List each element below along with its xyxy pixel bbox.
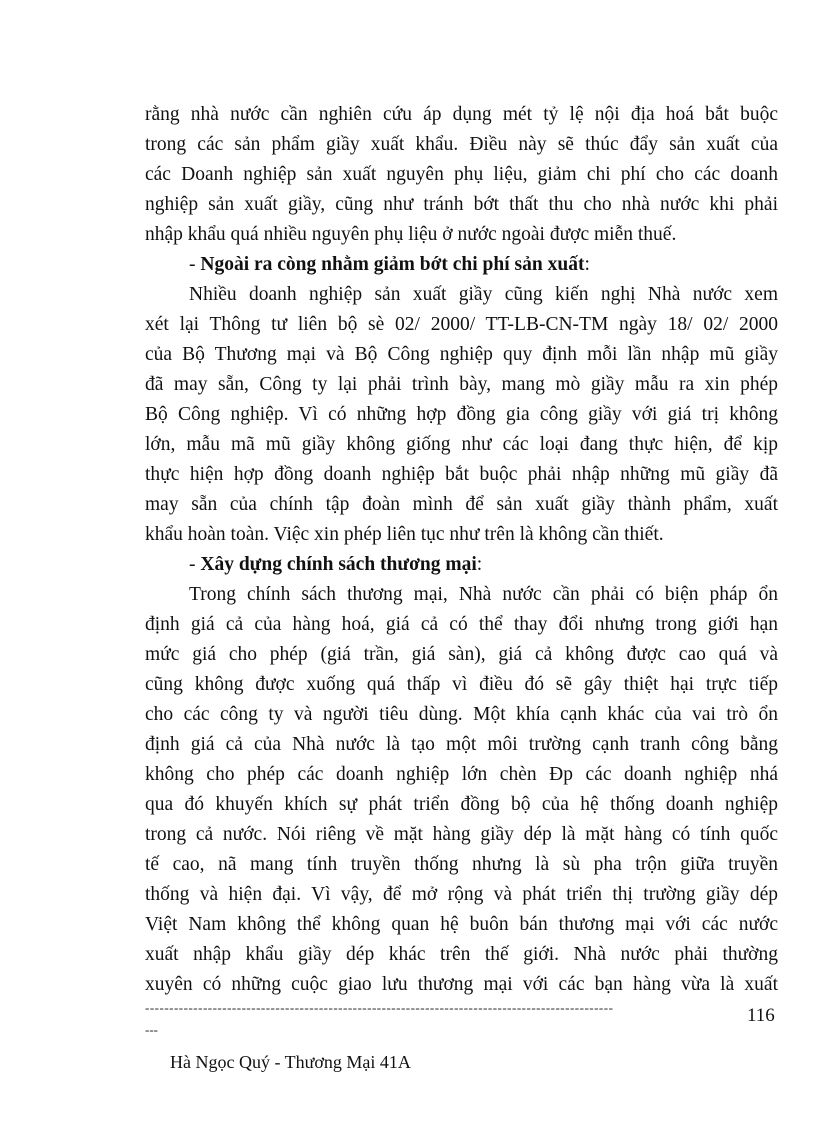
body-line: cho các công ty và người tiêu dùng. Một khía cạnh khác của vai trò ổn [145,704,778,725]
heading-bold-text: Xây dựng chính sách thương mại [200,554,477,575]
body-line: đã may sẵn, Công ty lại phải trình bày, mang mò giầy mẫu ra xin phép [145,374,778,395]
body-line: thực hiện hợp đồng doanh nghiệp bắt buộc phải nhập những mũ giầy đã [145,464,778,485]
body-line: định giá cả của Nhà nước là tạo một môi trường cạnh tranh công bằng [145,734,778,755]
section-heading-cost [189,250,778,280]
body-line: trong các sản phẩm giầy xuất khẩu. Điều này sẽ thúc đẩy sản xuất của [145,134,778,155]
body-line: cũng không được xuống quá thấp vì điều đó sẽ gây thiệt hại trực tiếp [145,674,778,695]
body-line: Việt Nam không thể không quan hệ buôn bán thương mại với các nước [145,914,778,935]
heading-dash: - [189,254,201,275]
body-line: Bộ Công nghiệp. Vì có những hợp đồng gia công giầy với giá trị không [145,404,778,425]
body-line: khẩu hoàn toàn. Việc xin phép liên tục như trên là không cần thiết. [145,524,664,545]
body-line: nhập khẩu quá nhiều nguyên phụ liệu ở nước ngoài được miễn thuế. [145,224,677,245]
body-line: mức giá cho phép (giá trần, giá sàn), giá cả không được cao quá và [145,644,778,665]
body-line: qua đó khuyến khích sự phát triển đồng bộ của hệ thống doanh nghiệp [145,794,778,815]
page-number: 116 [747,1005,775,1026]
body-line: Trong chính sách thương mại, Nhà nước cần phải có biện pháp ổn [189,584,778,605]
body-line: xuất nhập khẩu giầy dép khác trên thế giới. Nhà nước phải thường [145,944,778,965]
heading-colon: : [584,254,590,275]
body-line: nghiệp sản xuất giầy, cũng như tránh bớt thất thu cho nhà nước khi phải [145,194,778,215]
body-line: Nhiều doanh nghiệp sản xuất giầy cũng kiến nghị Nhà nước xem [189,284,778,305]
body-line: xuyên có những cuộc giao lưu thương mại với các bạn hàng vừa là xuất [145,974,778,995]
section-heading-trade-policy [189,550,778,580]
body-line: của Bộ Thương mại và Bộ Công nghiệp quy định mỗi lần nhập mũ giầy [145,344,778,365]
heading-colon: : [476,554,483,575]
body-line: trong cả nước. Nói riêng về mặt hàng giầy dép là mặt hàng có tính quốc [145,824,778,845]
body-line: may sẵn của chính tập đoàn mình để sản xuất giầy thành phẩm, xuất [145,494,778,515]
heading-bold-text: Ngoài ra còng nhằm giảm bớt chi phí sản xuất [200,254,585,275]
footer-author: Hà Ngọc Quý - Thương Mại 41A [170,1052,411,1072]
footer-dashed-rule: ------------------------------------------------------------------------------------------------- [145,1000,614,1015]
footer-dashed-rule-continuation: --- [145,1022,158,1037]
body-line: tế cao, nã mang tính truyền thống nhưng là sù pha trộn giữa truyền [145,854,778,875]
body-line: định giá cả của hàng hoá, giá cả có thể thay đổi nhưng trong giới hạn [145,614,778,635]
body-line: không cho phép các doanh nghiệp lớn chèn Đp các doanh nghiệp nhá [145,764,778,785]
heading-dash: - [189,554,201,575]
body-line: lớn, mẫu mã mũ giầy không giống như các loại đang thực hiện, để kịp [145,434,778,455]
body-line: xét lại Thông tư liên bộ sè 02/ 2000/ TT-LB-CN-TM ngày 18/ 02/ 2000 [145,314,778,335]
body-line: thống và hiện đại. Vì vậy, để mở rộng và phát triển thị trường giầy dép [145,884,778,905]
body-line: rằng nhà nước cần nghiên cứu áp dụng mét tỷ lệ nội địa hoá bắt buộc [145,104,778,125]
body-line: các Doanh nghiệp sản xuất nguyên phụ liệu, giảm chi phí cho các doanh [145,164,778,185]
